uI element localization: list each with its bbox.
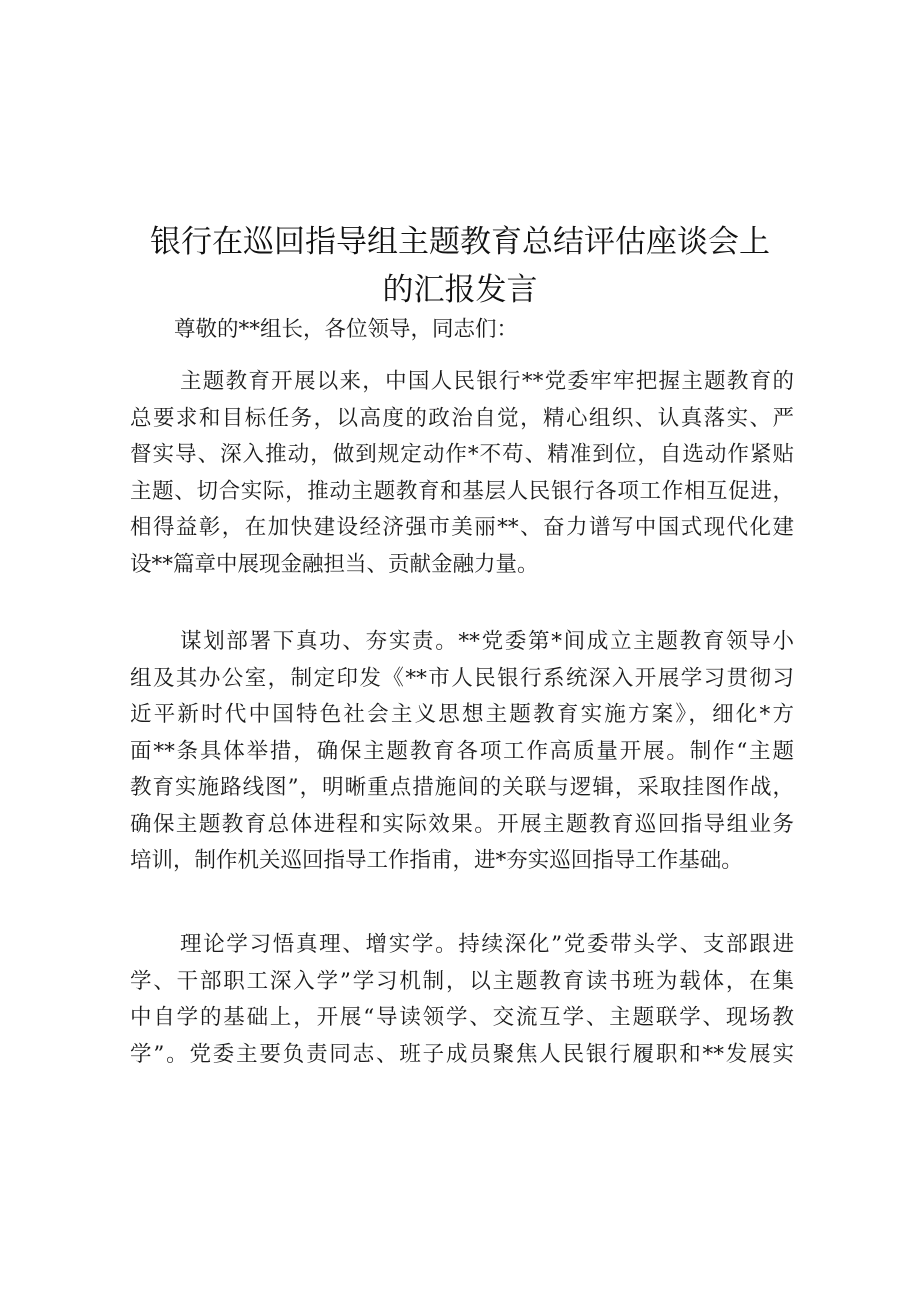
paragraph-2 xyxy=(130,624,794,880)
paragraph-line: 主题教育开展以来，中国人民银行**党委牢牢把握主题教育的 xyxy=(180,369,794,394)
paragraph-3 xyxy=(130,927,794,1073)
paragraph-line: 学、干部职工深入学”学习机制，以主题教育读书班为载体，在集 xyxy=(130,968,794,994)
document-title xyxy=(130,218,790,314)
paragraph-line: 设**篇章中展现金融担当、贡献金融力量。 xyxy=(130,551,539,577)
paragraph-line: 培训，制作机关巡回指导工作指甫，进*夯实巡回指导工作基础。 xyxy=(130,848,743,873)
paragraph-line: 谋划部署下真功、夯实责。**党委第*间成立主题教育领导小 xyxy=(180,629,794,654)
title-line-1: 银行在巡回指导组主题教育总结评估座谈会上 xyxy=(150,224,770,260)
paragraph-line: 督实导、深入推动，做到规定动作*不苟、精准到位，自选动作紧贴 xyxy=(130,442,794,467)
paragraph-line: 相得益彰，在加快建设经济强市美丽**、奋力谱写中国式现代化建 xyxy=(130,515,794,540)
paragraph-line: 总要求和目标任务，以高度的政治自觉，精心组织、认真落实、严 xyxy=(130,405,794,431)
paragraph-line: 组及其办公室，制定印发《**市人民银行系统深入开展学习贯彻习 xyxy=(130,665,794,691)
paragraph-line: 确保主题教育总体进程和实际效果。开展主题教育巡回指导组业务 xyxy=(130,811,794,837)
salutation: 尊敬的**组长，各位领导，同志们： xyxy=(174,317,519,342)
paragraph-line: 主题、切合实际，推动主题教育和基层人民银行各项工作相互促进， xyxy=(130,478,794,504)
paragraph-line: 教育实施路线图”，明晰重点措施间的关联与逻辑，采取挂图作战， xyxy=(130,775,794,800)
paragraph-line: 学”。党委主要负责同志、班子成员聚焦人民银行履职和**发展实 xyxy=(130,1041,794,1067)
paragraph-line: 中自学的基础上，开展“导读领学、交流互学、主题联学、现场教 xyxy=(130,1005,794,1030)
paragraph-line: 近平新时代中国特色社会主义思想主题教育实施方案》，细化*方 xyxy=(130,702,794,727)
paragraph-line: 面**条具体举措，确保主题教育各项工作高质量开展。制作“主题 xyxy=(130,738,794,764)
paragraph-line: 理论学习悟真理、增实学。持续深化”党委带头学、支部跟进 xyxy=(180,932,794,957)
title-line-2: 的汇报发言 xyxy=(382,272,538,308)
paragraph-1 xyxy=(130,364,794,583)
